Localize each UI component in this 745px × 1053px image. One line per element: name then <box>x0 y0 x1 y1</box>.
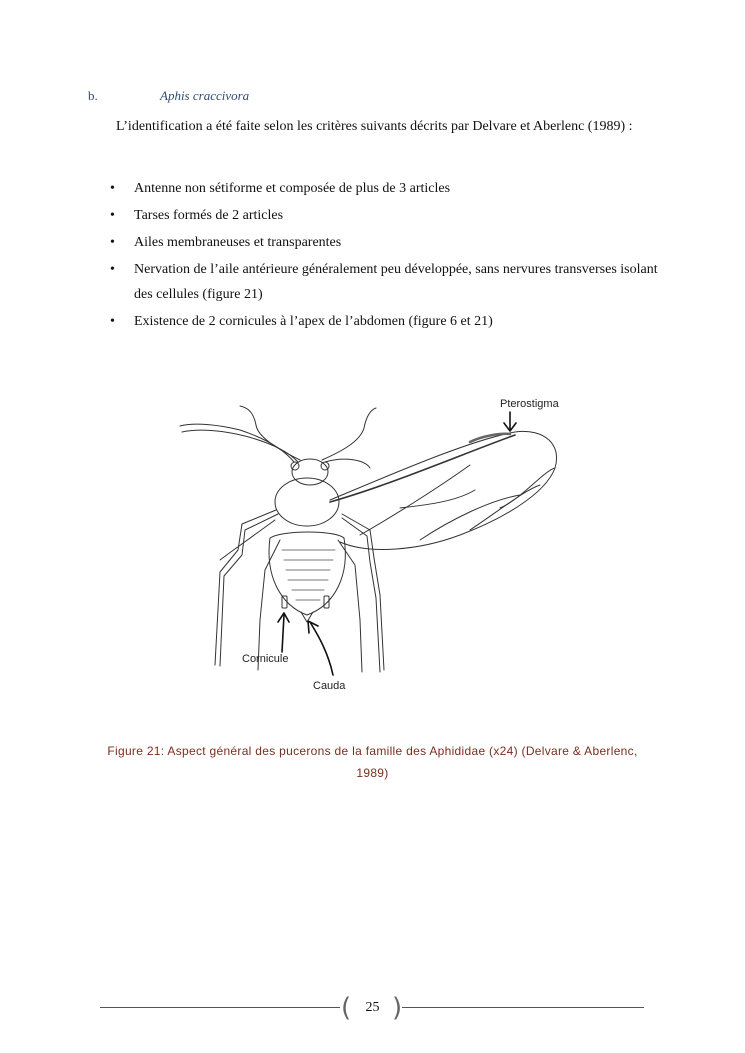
footer-divider-right <box>402 1007 644 1008</box>
criteria-item: • Antenne non sétiforme et composée de plus de 3 articles <box>110 176 658 201</box>
label-cauda: Cauda <box>313 680 346 692</box>
section-number: b. <box>88 88 98 103</box>
page-bracket-right: ) <box>392 993 403 1023</box>
legs-illustration <box>215 510 384 672</box>
section-heading <box>88 88 249 104</box>
criteria-item: • Existence de 2 cornicules à l’apex de l’abdomen (figure 6 et 21) <box>110 309 658 334</box>
label-cornicule: Cornicule <box>242 653 289 665</box>
criteria-list <box>110 176 658 336</box>
wing-illustration <box>330 431 557 549</box>
label-pterostigma: Pterostigma <box>500 398 559 410</box>
criteria-item: • Nervation de l’aile antérieure généralement peu développée, sans nervures transverses isolant des cellules (figure 21) <box>110 257 658 307</box>
intro-paragraph: L’identification a été faite selon les critères suivants décrits par Delvare et Aberlenc (1989) : <box>116 119 633 134</box>
antennae-illustration <box>180 406 376 468</box>
annotation-arrows <box>278 412 516 675</box>
criteria-item: • Tarses formés de 2 articles <box>110 203 658 228</box>
page-bracket-left: ( <box>341 993 352 1023</box>
criteria-item: • Ailes membraneuses et transparentes <box>110 230 658 255</box>
section-title: Aphis craccivora <box>160 88 250 103</box>
aphid-figure <box>170 390 580 700</box>
figure-caption: Figure 21: Aspect général des pucerons de la famille des Aphididae (x24) (Delvare & Aberlenc, 1989) <box>107 744 638 780</box>
body-illustration <box>269 459 345 622</box>
footer-divider-left <box>100 1007 340 1008</box>
page-number: 25 <box>365 1000 380 1015</box>
